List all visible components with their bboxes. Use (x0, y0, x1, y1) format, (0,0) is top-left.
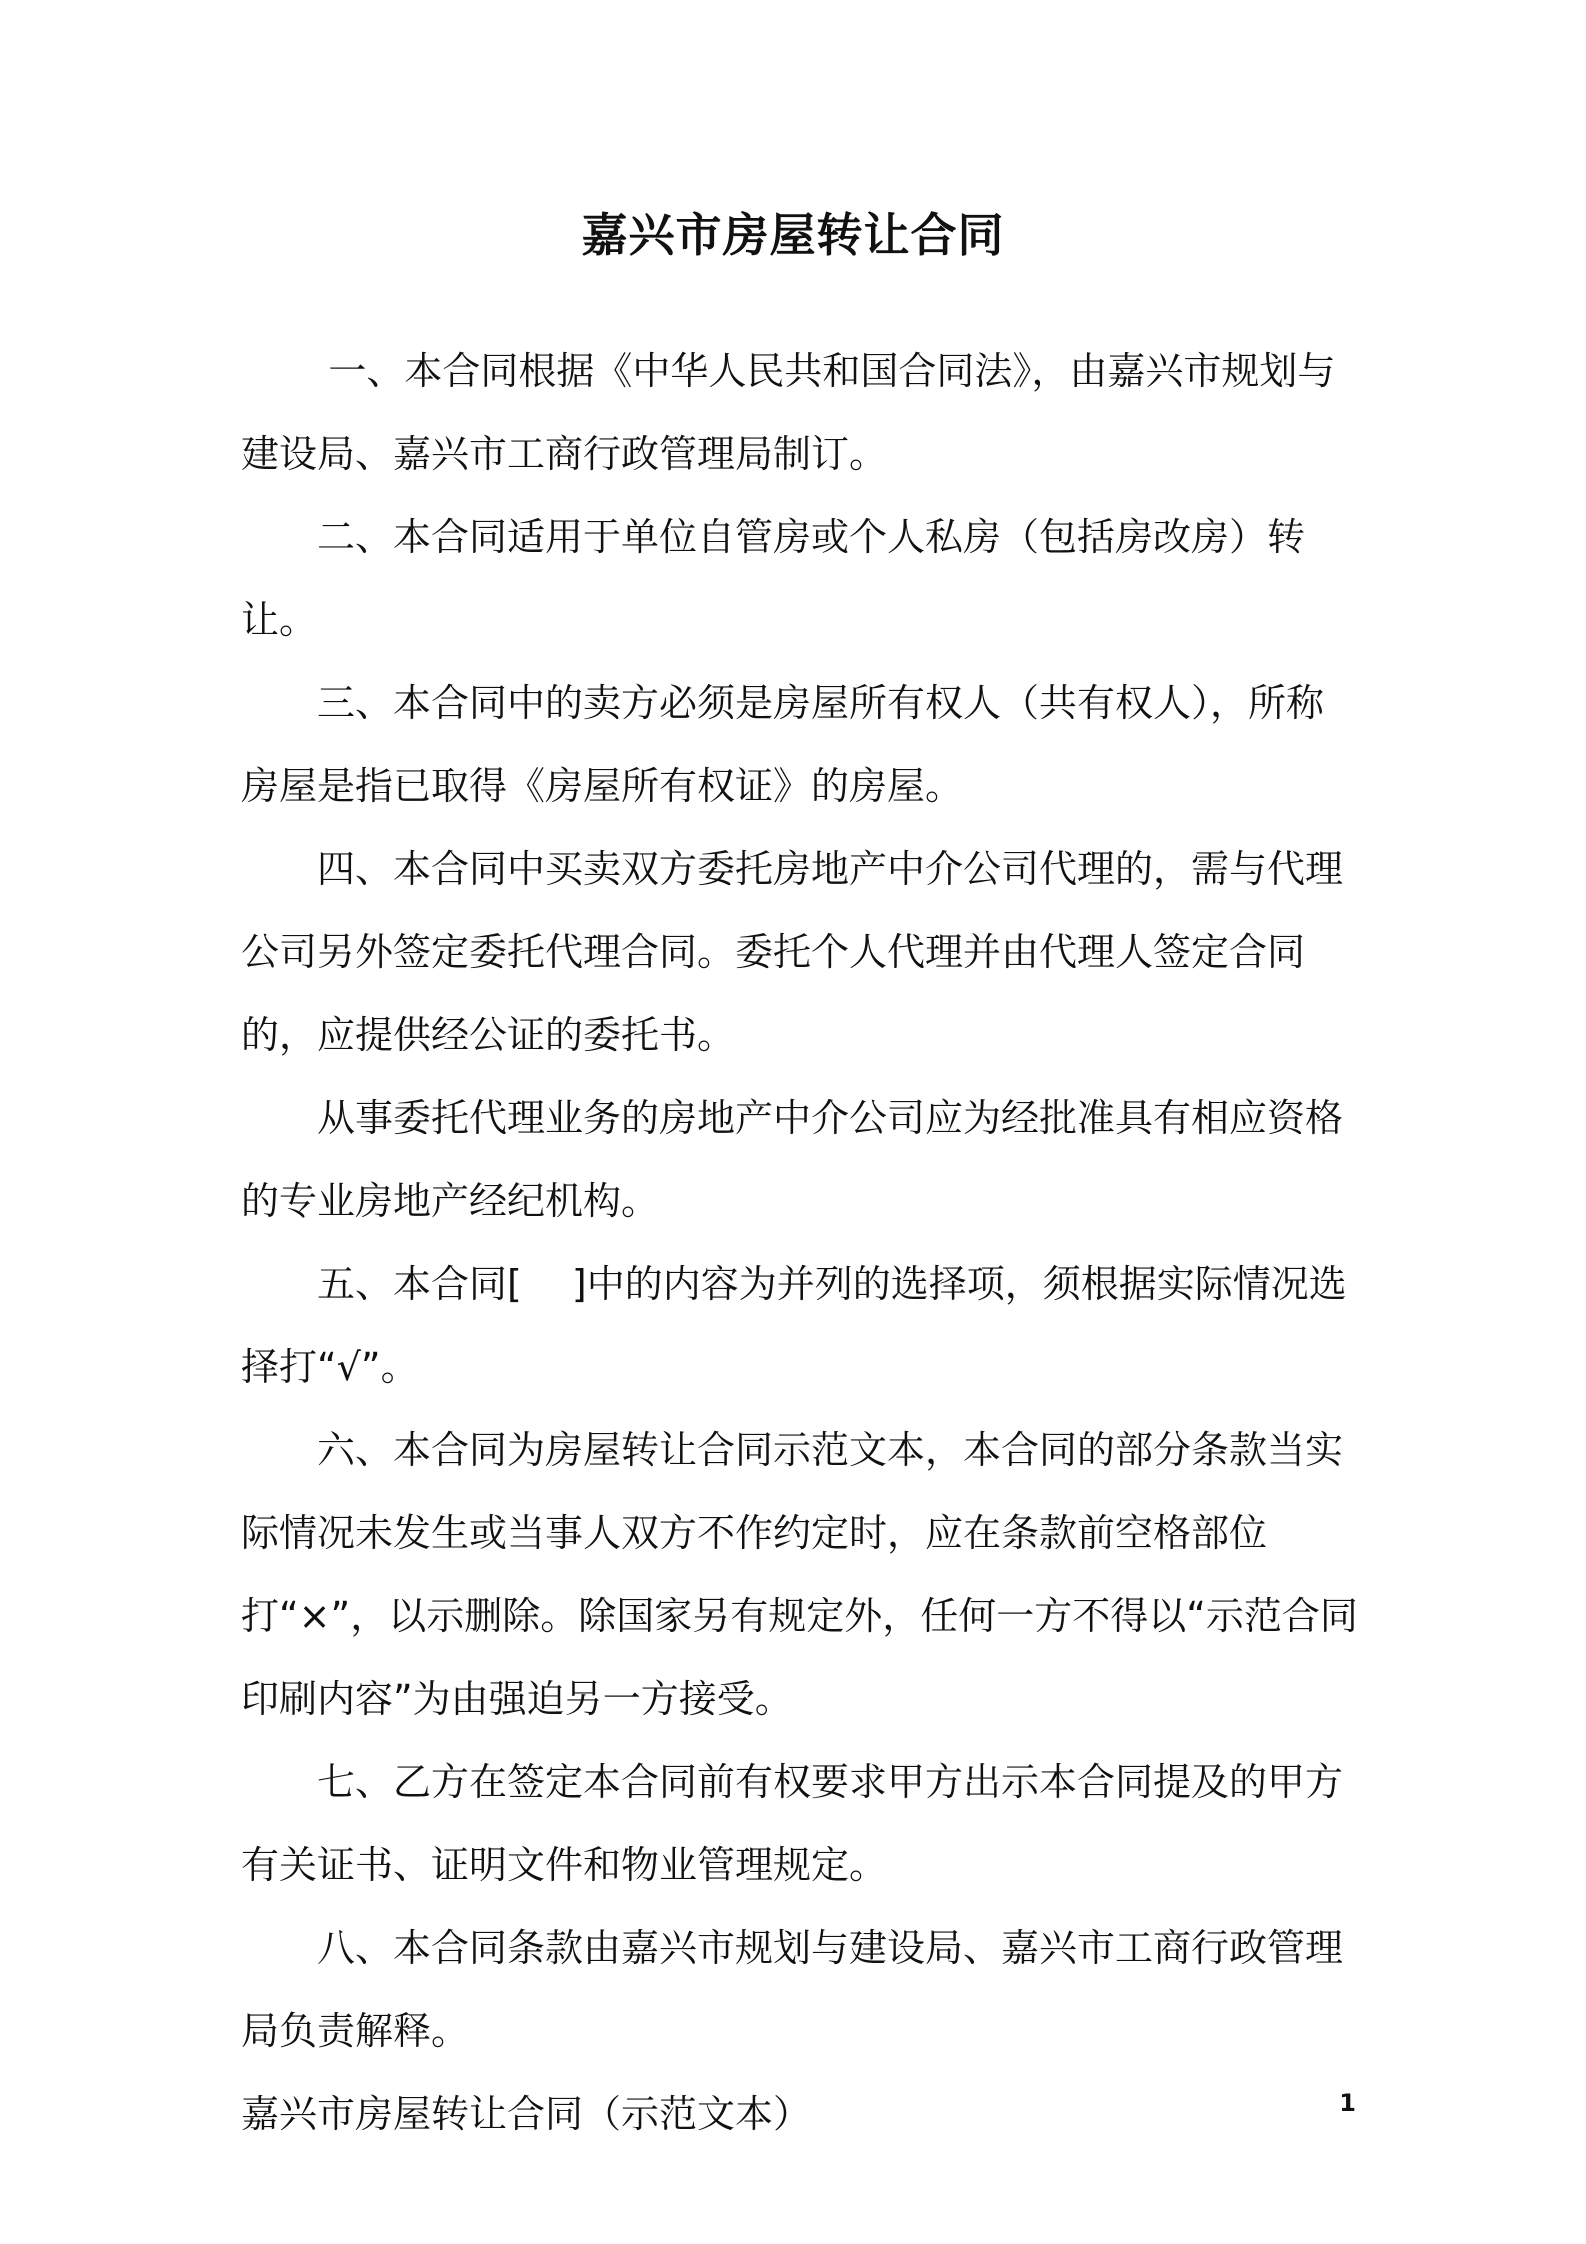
document-body (241, 330, 1361, 2156)
page-number: 1 (1339, 2089, 1356, 2117)
paragraph-4: 四、本合同中买卖双方委托房地产中介公司代理的，需与代理公司另外签定委托代理合同。委托个人代理并由代理人签定合同的，应提供经公证的委托书。 (241, 847, 1344, 1057)
paragraph-3: 三、本合同中的卖方必须是房屋所有权人（共有权人），所称房屋是指已取得《房屋所有权证》的房屋。 (241, 681, 1325, 808)
closing-line: 嘉兴市房屋转让合同（示范文本） (241, 2092, 812, 2136)
paragraph-1: 一、本合同根据《中华人民共和国合同法》，由嘉兴市规划与建设局、嘉兴市工商行政管理局制订。 (241, 349, 1336, 476)
paragraph-8: 七、乙方在签定本合同前有权要求甲方出示本合同提及的甲方有关证书、证明文件和物业管理规定。 (241, 1760, 1344, 1887)
paragraph-9: 八、本合同条款由嘉兴市规划与建设局、嘉兴市工商行政管理局负责解释。 (241, 1926, 1344, 2053)
document-title: 嘉兴市房屋转让合同 (581, 208, 1005, 262)
paragraph-2: 二、本合同适用于单位自管房或个人私房（包括房改房）转让。 (241, 515, 1306, 642)
paragraph-7: 六、本合同为房屋转让合同示范文本，本合同的部分条款当实际情况未发生或当事人双方不作约定时，应在条款前空格部位打“×”，以示删除。除国家另有规定外，任何一方不得以“示范合同印刷内容”为由强迫另一方接受。 (241, 1428, 1358, 1721)
paragraph-6: 五、本合同[ ]中的内容为并列的选择项，须根据实际情况选择打“√”。 (241, 1262, 1347, 1389)
paragraph-5: 从事委托代理业务的房地产中介公司应为经批准具有相应资格的专业房地产经纪机构。 (241, 1096, 1344, 1223)
